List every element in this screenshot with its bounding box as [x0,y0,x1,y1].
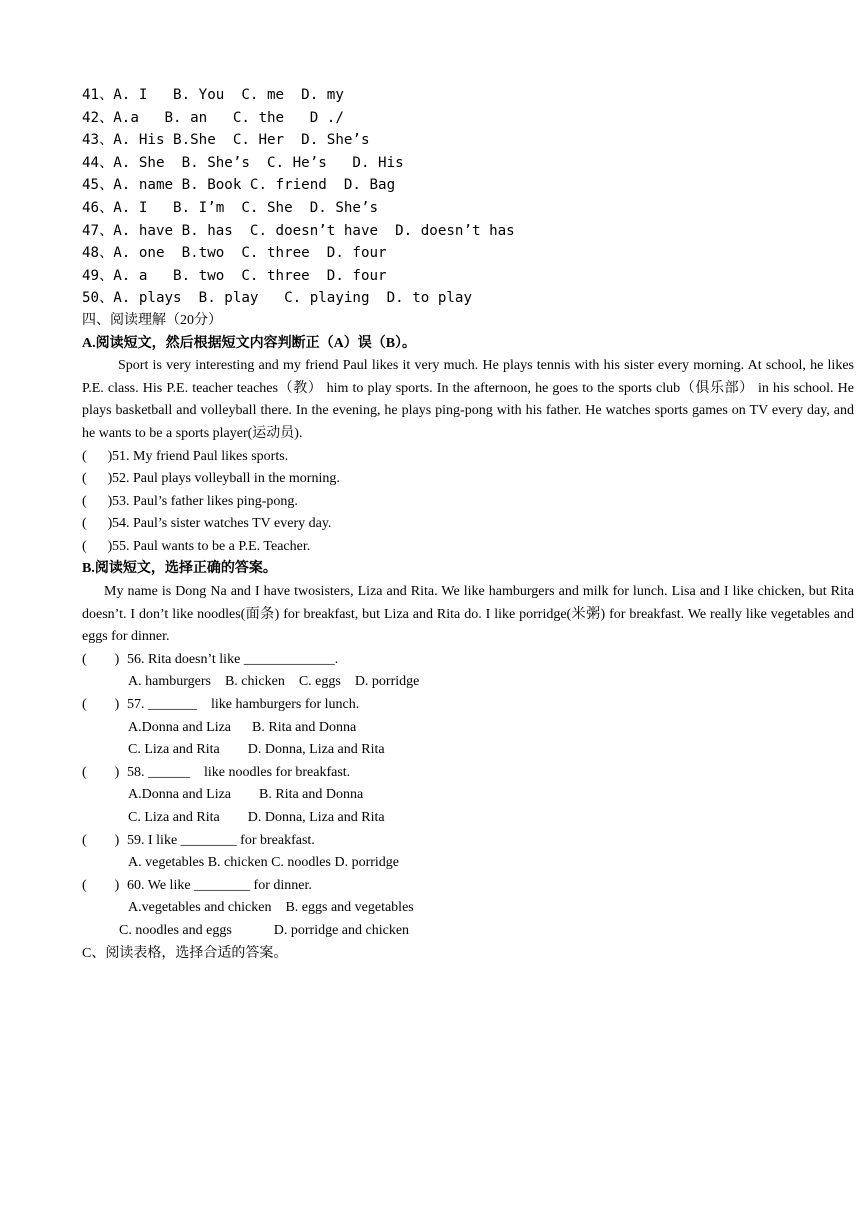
choice-item-48: 48、A. one B.two C. three D. four [82,245,387,262]
question-text: 52. Paul plays volleyball in the morning. [112,471,340,487]
choice-list [82,84,854,310]
choice-item-41: 41、A. I B. You C. me D. my [82,87,344,103]
question-text: 58. ______ like noodles for breakfast. [127,764,351,780]
answer-blank[interactable]: ( ) [82,471,113,487]
question-text: 53. Paul’s father likes ping-pong. [112,493,298,509]
question-59 [82,830,854,853]
question-text: 57. _______ like hamburgers for lunch. [127,697,360,713]
part-b-heading: B.阅读短文，选择正确的答案。 [82,561,277,577]
question-56 [82,649,854,672]
choice-item-50: 50、A. plays B. play C. playing D. to play [82,290,473,307]
part-c-heading: C、阅读表格，选择合适的答案。 [82,945,288,961]
question-57-options-1: A.Donna and Liza B. Rita and Donna [128,719,357,735]
answer-blank[interactable]: ( ) [82,697,120,713]
question-59-options: A. vegetables B. chicken C. noodles D. porridge [128,855,399,871]
choice-item-45: 45、A. name B. Book C. friend D. Bag [82,177,396,194]
question-52 [82,468,854,491]
choice-item-49: 49、A. a B. two C. three D. four [82,267,387,284]
answer-blank[interactable]: ( ) [82,538,113,554]
question-text: 56. Rita doesn’t like _____________. [127,651,339,667]
question-53 [82,491,854,514]
choice-item-43: 43、A. His B.She C. Her D. She’s [82,132,370,149]
answer-blank[interactable]: ( ) [82,764,120,780]
question-56-options: A. hamburgers B. chicken C. eggs D. porridge [128,674,420,690]
question-55 [82,536,854,559]
choice-item-47: 47、A. have B. has C. doesn’t have D. doesn’t has [82,222,515,239]
question-text: 51. My friend Paul likes sports. [112,448,289,464]
question-51 [82,446,854,469]
question-60-options-2: C. noodles and eggs D. porridge and chicken [119,922,410,938]
part-a-passage: Sport is very interesting and my friend Paul likes it very much. He plays tennis with his sister every morning. At school, he likes P.E. class. His P.E. teacher teaches（教） him to play sports. In the afternoon, he goes to the sports club（俱乐部） in his school. He plays basketball and volleyball there. In the evening, he plays ping-pong with his father. He watches sports games on TV every day, and he wants to be a sports player(运动员). [82,358,854,441]
question-text: 59. I like ________ for breakfast. [127,832,315,848]
question-58 [82,762,854,785]
question-text: 55. Paul wants to be a P.E. Teacher. [112,538,311,554]
question-60-options-1: A.vegetables and chicken B. eggs and vegetables [128,900,414,916]
answer-blank[interactable]: ( ) [82,832,120,848]
question-text: 60. We like ________ for dinner. [127,877,312,893]
section-4-title: 四、阅读理解（20分） [82,312,222,328]
choice-item-46: 46、A. I B. I’m C. She D. She’s [82,199,379,216]
answer-blank[interactable]: ( ) [82,516,113,532]
part-a-heading: A.阅读短文，然后根据短文内容判断正（A）误（B）。 [82,335,417,351]
question-57 [82,694,854,717]
question-58-options-2: C. Liza and Rita D. Donna, Liza and Rita [128,810,385,825]
answer-blank[interactable]: ( ) [82,877,120,893]
answer-blank[interactable]: ( ) [82,493,113,509]
answer-blank[interactable]: ( ) [82,448,113,464]
answer-blank[interactable]: ( ) [82,651,120,667]
question-text: 54. Paul’s sister watches TV every day. [112,516,332,532]
question-60 [82,875,854,898]
question-57-options-2: C. Liza and Rita D. Donna, Liza and Rita [128,742,385,758]
question-58-options-1: A.Donna and Liza B. Rita and Donna [128,787,364,803]
choice-item-42: 42、A.a B. an C. the D ./ [82,109,344,126]
question-54 [82,513,854,536]
part-b-passage: My name is Dong Na and I have twosisters, Liza and Rita. We like hamburgers and milk for lunch. Lisa and I like chicken, but Rita doesn’t. I don’t like noodles(面条) for breakfast, but Liza and Rita do. I like porridge(米粥) for breakfast. We really like vegetables and eggs for dinner. [82,584,854,645]
choice-item-44: 44、A. She B. She’s C. He’s D. His [82,154,404,171]
exam-page [82,84,854,965]
